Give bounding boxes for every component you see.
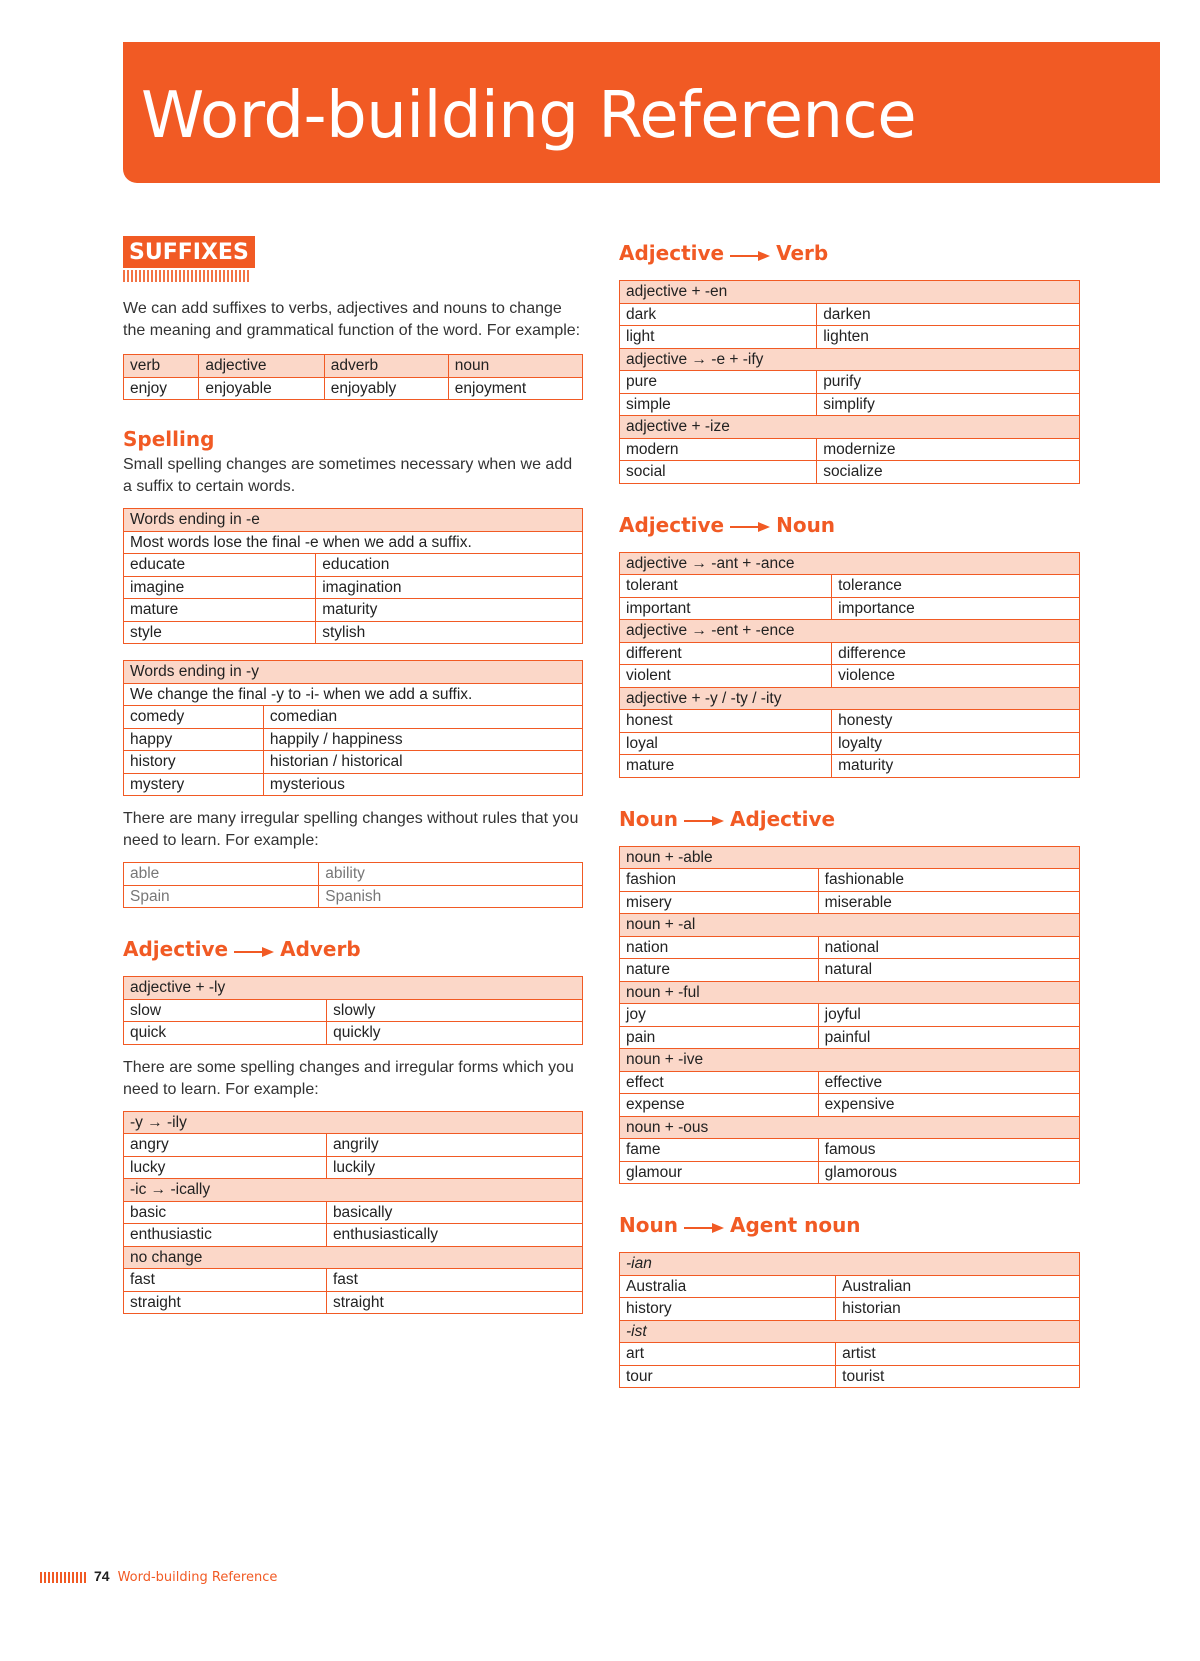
table-cell: angrily [326, 1134, 582, 1157]
table-cell: enthusiastically [326, 1224, 582, 1247]
table-cell: painful [818, 1026, 1079, 1049]
tag-stripe-decoration [123, 270, 249, 282]
table-cell: pure [620, 371, 817, 394]
table-cell: educate [124, 554, 316, 577]
table-cell: quick [124, 1022, 327, 1045]
table-cell: modernize [817, 438, 1080, 461]
adj-verb-heading [619, 238, 1080, 268]
table-cell: mature [620, 755, 832, 778]
table-cell: basically [326, 1201, 582, 1224]
table-cell: quickly [327, 1022, 583, 1045]
table-cell: mystery [124, 773, 264, 796]
adj-adverb-heading [123, 934, 583, 964]
table-cell: straight [326, 1291, 582, 1314]
table-cell: fashionable [818, 869, 1079, 892]
table-cell: historian [836, 1298, 1080, 1321]
table-cell: fashion [620, 869, 819, 892]
table-cell: misery [620, 891, 819, 914]
title-banner [123, 42, 1160, 183]
table-cell: ability [319, 863, 583, 886]
left-column [123, 236, 583, 1314]
table-title: Words ending in -e [124, 509, 583, 532]
spelling-heading: Spelling [123, 427, 215, 451]
table-cell: loyal [620, 732, 832, 755]
table-cell: maturity [832, 755, 1080, 778]
table-cell: pain [620, 1026, 819, 1049]
table-title: Words ending in -y [124, 661, 583, 684]
table-cell: historian / historical [263, 751, 582, 774]
table-cell: straight [124, 1291, 327, 1314]
table-cell: Australia [620, 1275, 836, 1298]
group-label: adjective + -y / -ty / -ity [620, 687, 1080, 710]
heading-from: Adjective [619, 512, 725, 537]
table-cell: fast [326, 1269, 582, 1292]
table-cell: modern [620, 438, 817, 461]
arrow-right-icon [684, 805, 724, 835]
heading-from: Adjective [123, 937, 229, 961]
table-cell: enjoy [124, 377, 199, 400]
header-cell: noun [448, 355, 582, 378]
table-cell: history [620, 1298, 836, 1321]
table-cell: mysterious [263, 773, 582, 796]
table-cell: able [124, 863, 319, 886]
table-cell: different [620, 642, 832, 665]
group-label: adjective + -ly [124, 977, 583, 1000]
group-label: -ist [620, 1320, 1080, 1343]
table-cell: difference [832, 642, 1080, 665]
table-cell: important [620, 597, 832, 620]
table-cell: stylish [316, 621, 583, 644]
table-cell: loyalty [832, 732, 1080, 755]
arrow-right-icon [234, 936, 274, 966]
table-cell: light [620, 326, 817, 349]
heading-to: Adverb [280, 937, 361, 961]
table-cell: tolerant [620, 575, 832, 598]
table-cell: comedy [124, 706, 264, 729]
heading-from: Adjective [619, 241, 725, 265]
table-cell: angry [124, 1134, 327, 1157]
adj-noun-table [619, 552, 1080, 778]
table-cell: expensive [818, 1094, 1079, 1117]
table-cell: simple [620, 393, 817, 416]
page-title: Word-building Reference [141, 79, 917, 153]
y-ending-table [123, 660, 583, 796]
page-footer [40, 1568, 277, 1585]
irregular-text: There are many irregular spelling changes without rules that you need to learn. For example: [123, 810, 579, 849]
table-cell: joyful [818, 1004, 1079, 1027]
table-cell: imagine [124, 576, 316, 599]
group-label: noun + -ive [620, 1049, 1080, 1072]
table-cell: violence [832, 665, 1080, 688]
table-cell: darken [817, 303, 1080, 326]
heading-from: Noun [619, 1213, 678, 1237]
group-label: adjective → -e + -ify [620, 348, 1080, 371]
arrow-right-icon [684, 1212, 724, 1242]
adj-noun-heading [619, 510, 1080, 540]
noun-agent-table [619, 1252, 1080, 1388]
group-label: -ian [620, 1253, 1080, 1276]
spelling-text: Small spelling changes are sometimes necessary when we add a suffix to certain words. [123, 456, 573, 495]
table-cell: enjoyment [448, 377, 582, 400]
header-cell: adjective [199, 355, 324, 378]
group-label: noun + -al [620, 914, 1080, 937]
group-label: noun + -able [620, 846, 1080, 869]
group-label: adjective → -ent + -ence [620, 620, 1080, 643]
heading-to: Noun [776, 512, 836, 537]
table-cell: artist [836, 1343, 1080, 1366]
table-cell: basic [124, 1201, 327, 1224]
table-cell: importance [832, 597, 1080, 620]
table-cell: slow [124, 999, 327, 1022]
table-cell: nation [620, 936, 819, 959]
adverb-forms-table [123, 1111, 583, 1315]
table-cell: famous [818, 1139, 1079, 1162]
table-cell: expense [620, 1094, 819, 1117]
table-cell: tourist [836, 1365, 1080, 1388]
table-cell: fame [620, 1139, 819, 1162]
table-cell: tour [620, 1365, 836, 1388]
table-cell: imagination [316, 576, 583, 599]
group-label: noun + -ous [620, 1116, 1080, 1139]
table-cell: honest [620, 710, 832, 733]
table-cell: comedian [263, 706, 582, 729]
table-cell: violent [620, 665, 832, 688]
table-cell: miserable [818, 891, 1079, 914]
table-cell: national [818, 936, 1079, 959]
table-cell: dark [620, 303, 817, 326]
e-ending-table [123, 508, 583, 644]
group-label: noun + -ful [620, 981, 1080, 1004]
noun-agent-heading [619, 1210, 1080, 1240]
footer-label: Word-building Reference [117, 1570, 278, 1585]
table-cell: Spain [124, 885, 319, 908]
noun-adj-heading [619, 804, 1080, 834]
table-cell: lighten [817, 326, 1080, 349]
table-cell: honesty [832, 710, 1080, 733]
group-label: adjective → -ant + -ance [620, 552, 1080, 575]
table-cell: maturity [316, 599, 583, 622]
table-cell: effective [818, 1071, 1079, 1094]
table-cell: tolerance [832, 575, 1080, 598]
table-cell: history [124, 751, 264, 774]
table-cell: social [620, 461, 817, 484]
suffixes-intro: We can add suffixes to verbs, adjectives and nouns to change the meaning and grammatical function of the word. For example: [123, 300, 581, 339]
table-row [124, 355, 583, 378]
arrow-right-icon [730, 240, 770, 270]
table-cell: socialize [817, 461, 1080, 484]
pos-table [123, 354, 583, 400]
group-label: -y → -ily [124, 1111, 583, 1134]
table-cell: effect [620, 1071, 819, 1094]
table-cell: purify [817, 371, 1080, 394]
table-cell: art [620, 1343, 836, 1366]
noun-adj-table [619, 846, 1080, 1185]
table-cell: simplify [817, 393, 1080, 416]
suffixes-tag: SUFFIXES [123, 236, 255, 268]
arrow-right-icon [730, 511, 770, 541]
table-cell: education [316, 554, 583, 577]
table-cell: glamour [620, 1161, 819, 1184]
table-cell: mature [124, 599, 316, 622]
table-cell: slowly [327, 999, 583, 1022]
table-cell: fast [124, 1269, 327, 1292]
table-cell: Australian [836, 1275, 1080, 1298]
table-row [124, 377, 583, 400]
group-label: adjective + -en [620, 281, 1080, 304]
table-cell: joy [620, 1004, 819, 1027]
adj-adverb-table [123, 976, 583, 1045]
table-cell: luckily [326, 1156, 582, 1179]
table-cell: enjoyably [324, 377, 448, 400]
adj-verb-table [619, 280, 1080, 484]
header-cell: verb [124, 355, 199, 378]
adj-adverb-text: There are some spelling changes and irregular forms which you need to learn. For example: [123, 1058, 574, 1098]
table-cell: enjoyable [199, 377, 324, 400]
heading-to: Adjective [729, 806, 836, 831]
table-cell: lucky [124, 1156, 327, 1179]
right-column [619, 238, 1080, 1388]
table-cell: style [124, 621, 316, 644]
header-cell: adverb [324, 355, 448, 378]
page-number: 74 [94, 1568, 110, 1584]
irregular-table [123, 862, 583, 908]
heading-to: Agent noun [729, 1213, 861, 1237]
table-cell: Spanish [319, 885, 583, 908]
table-cell: natural [818, 959, 1079, 982]
table-cell: happily / happiness [263, 728, 582, 751]
heading-to: Verb [776, 241, 829, 265]
stripe-decoration [40, 1572, 88, 1583]
group-label: adjective + -ize [620, 416, 1080, 439]
table-cell: happy [124, 728, 264, 751]
group-label: no change [124, 1246, 583, 1269]
group-label: -ic → -ically [124, 1179, 583, 1202]
table-rule: Most words lose the final -e when we add a suffix. [124, 531, 583, 554]
table-cell: nature [620, 959, 819, 982]
table-cell: enthusiastic [124, 1224, 327, 1247]
table-rule: We change the final -y to -i- when we add a suffix. [124, 683, 583, 706]
table-cell: glamorous [818, 1161, 1079, 1184]
heading-from: Noun [619, 806, 678, 831]
